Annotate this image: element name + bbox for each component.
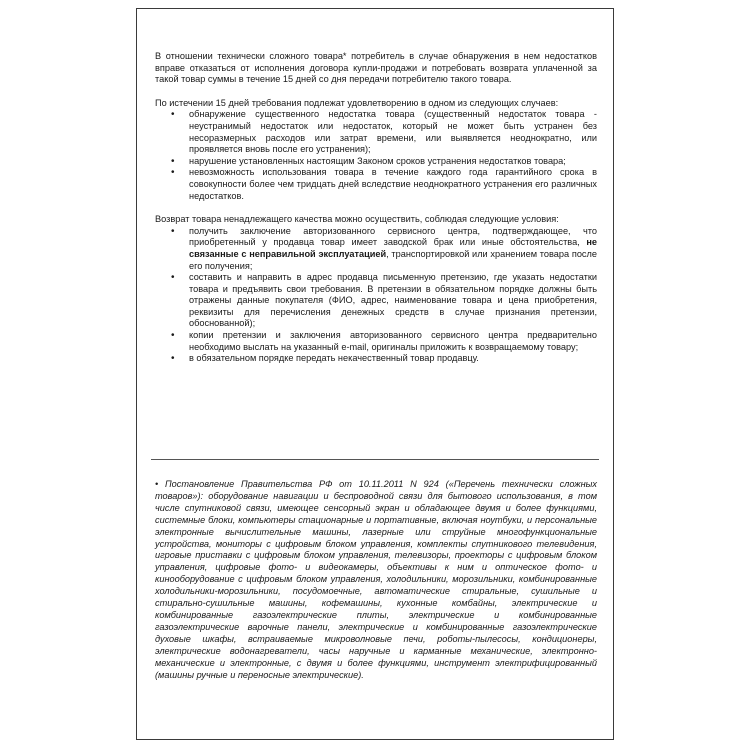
emphasized-text: не связанные с неправильной эксплуатацией bbox=[189, 237, 597, 259]
document-body bbox=[155, 51, 597, 377]
footnote-body: оборудование навигации и беспроводной связи для бытового использования, в том числе спутниковой связи, имеющее сенсорный экран и обладающее двумя и более функциями, системные блоки, компьютеры стационарные и портативные, включая ноутбуки, и персональные электронные вычислительные машины, лазерные или струйные многофункциональные устройства, мониторы с цифровым блоком управления, комплекты спутникового телевидения, игровые приставки с цифровым блоком управления, телевизоры, проекторы с цифровым блоком управления, цифровые фото- и видеокамеры, объективы к ним и оптическое фото- и кинооборудование с цифровым блоком управления, холодильники, морозильники, комбинированные холодильники-морозильники, посудомоечные, автоматические стиральные, сушильные и стирально-сушильные машины, кофемашины, кухонные комбайны, электрические и комбинированные газоэлектрические плиты, электрические и комбинированные газоэлектрические варочные панели, электрические и комбинированные газоэлектрические духовые шкафы, встраиваемые микроволновые печи, роботы-пылесосы, кондиционеры, электрические водонагреватели, часы наручные и карманные механические, электронно-механические и электронные, с двумя и более функциями, инструмент электрифицированный (машины ручные и переносные электрические). bbox=[155, 490, 597, 680]
footnote-title: • Постановление Правительства РФ от 10.11.2011 N 924 («Перечень технически сложных товаров»): bbox=[155, 479, 597, 501]
item-text: , транспортировкой или хранением товара после его получения; bbox=[189, 248, 597, 271]
list-item bbox=[177, 226, 597, 272]
list-item: • копии претензии и заключения авторизованного сервисного центра предварительно необходимо выслать на указанный e-mail, оригиналы приложить к возвращаемому товару; bbox=[177, 330, 597, 353]
list-item: • нарушение установленных настоящим Законом сроков устранения недостатков товара; bbox=[177, 156, 597, 168]
footnote-divider bbox=[151, 459, 599, 460]
document-page bbox=[136, 8, 614, 740]
cases-lead: По истечении 15 дней требования подлежат удовлетворению в одном из следующих случаев: bbox=[155, 97, 559, 108]
list-item: • обнаружение существенного недостатка товара (существенный недостаток товара - неустранимый недостаток или недостаток, который не может быть устранен без несоразмерных расходов или затрат времени, или выявляется неоднократно, или проявляется вновь после его устранения); bbox=[177, 109, 597, 155]
list-item: • невозможность использования товара в течение каждого года гарантийного срока в совокупности более чем тридцать дней вследствие неоднократного устранения его различных недостатков. bbox=[177, 167, 597, 202]
return-lead: Возврат товара ненадлежащего качества можно осуществить, соблюдая следующие условия: bbox=[155, 214, 559, 225]
list-item: • в обязательном порядке передать некачественный товар продавцу. bbox=[177, 353, 597, 365]
item-text: получить заключение авторизованного сервисного центра, подтверждающее, что приобретенный у продавца товар имеет заводской брак или иные обстоятельства, bbox=[189, 225, 597, 248]
return-conditions-list bbox=[155, 226, 597, 365]
cases-list bbox=[155, 109, 597, 202]
footnote bbox=[155, 479, 597, 681]
list-item: • составить и направить в адрес продавца письменную претензию, где указать недостатки товара и предъявить свои требования. В претензии в обязательном порядке должны быть отражены данные покупателя (ФИО, адрес, наименование товара и цена приобретения, реквизиты для перечисления денежных средств в случае признания претензии, обоснованной); bbox=[177, 272, 597, 330]
intro-paragraph: В отношении технически сложного товара* потребитель в случае обнаружения в нем недостатков вправе отказаться от исполнения договора купли-продажи и потребовать возврата уплаченной за такой товар суммы в течение 15 дней со дня передачи потребителю такого товара. bbox=[155, 51, 597, 85]
